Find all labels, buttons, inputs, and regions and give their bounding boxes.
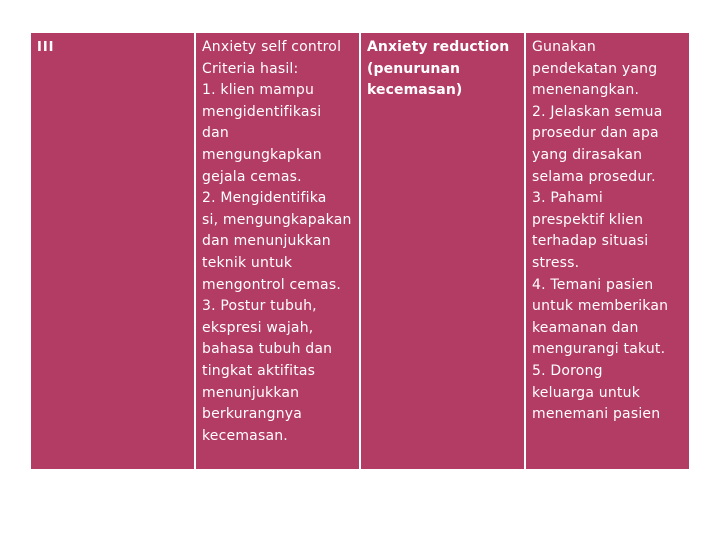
outcome-criteria-line: ekspresi wajah, bbox=[202, 319, 314, 336]
intervention-action-line: 4. Temani pasien bbox=[532, 276, 654, 293]
outcome-criteria-line: Anxiety self control bbox=[202, 39, 342, 55]
outcome-criteria-line: dan bbox=[202, 125, 229, 142]
row-number: III bbox=[37, 40, 55, 55]
intervention-action-line: 2. Jelaskan semua bbox=[532, 103, 663, 120]
intervention-action-line: stress. bbox=[532, 254, 580, 271]
outcome-criteria-cell bbox=[196, 33, 359, 469]
intervention-action-line: untuk memberikan bbox=[532, 298, 669, 315]
outcome-criteria-line: teknik untuk bbox=[202, 254, 293, 271]
intervention-action-line: selama prosedur. bbox=[532, 168, 656, 185]
outcome-criteria-line: kecemasan. bbox=[202, 427, 288, 444]
outcome-criteria-line: si, mengungkapakan bbox=[202, 211, 352, 228]
intervention-action-line: menenangkan. bbox=[532, 82, 640, 99]
outcome-criteria-line: menunjukkan bbox=[202, 384, 300, 401]
intervention-action-line: mengurangi takut. bbox=[532, 341, 666, 358]
intervention-title-line: kecemasan) bbox=[367, 82, 463, 99]
outcome-criteria-line: bahasa tubuh dan bbox=[202, 341, 333, 358]
intervention-action-line: terhadap situasi bbox=[532, 233, 649, 250]
intervention-action-line: yang dirasakan bbox=[532, 146, 643, 163]
intervention-action-line: prespektif klien bbox=[532, 211, 644, 228]
intervention-actions-cell bbox=[526, 33, 689, 469]
outcome-criteria-line: 2. Mengidentifika bbox=[202, 190, 327, 207]
intervention-title-line: (penurunan bbox=[367, 60, 461, 77]
intervention-table bbox=[31, 33, 689, 469]
outcome-criteria-line: berkurangnya bbox=[202, 406, 303, 423]
outcome-criteria-line: mengidentifikasi bbox=[202, 103, 322, 120]
intervention-action-line: pendekatan yang bbox=[532, 60, 658, 77]
outcome-criteria-line: tingkat aktifitas bbox=[202, 362, 316, 379]
intervention-action-line: menemani pasien bbox=[532, 406, 661, 423]
intervention-action-line: 3. Pahami bbox=[532, 190, 603, 207]
outcome-criteria-line: Criteria hasil: bbox=[202, 60, 299, 77]
intervention-title-cell bbox=[361, 33, 524, 469]
outcome-criteria-line: gejala cemas. bbox=[202, 168, 302, 185]
intervention-action-line: 5. Dorong bbox=[532, 362, 603, 379]
intervention-action-line: Gunakan bbox=[532, 39, 596, 55]
intervention-action-line: keluarga untuk bbox=[532, 384, 641, 401]
outcome-criteria-line: dan menunjukkan bbox=[202, 233, 331, 250]
outcome-criteria-line: 1. klien mampu bbox=[202, 82, 315, 99]
row-number-cell bbox=[31, 33, 194, 469]
intervention-action-line: prosedur dan apa bbox=[532, 125, 659, 142]
outcome-criteria-line: mengungkapkan bbox=[202, 146, 322, 163]
intervention-title-line: Anxiety reduction bbox=[367, 39, 510, 55]
intervention-action-line: keamanan dan bbox=[532, 319, 639, 336]
outcome-criteria-line: 3. Postur tubuh, bbox=[202, 298, 317, 315]
outcome-criteria-line: mengontrol cemas. bbox=[202, 276, 341, 293]
